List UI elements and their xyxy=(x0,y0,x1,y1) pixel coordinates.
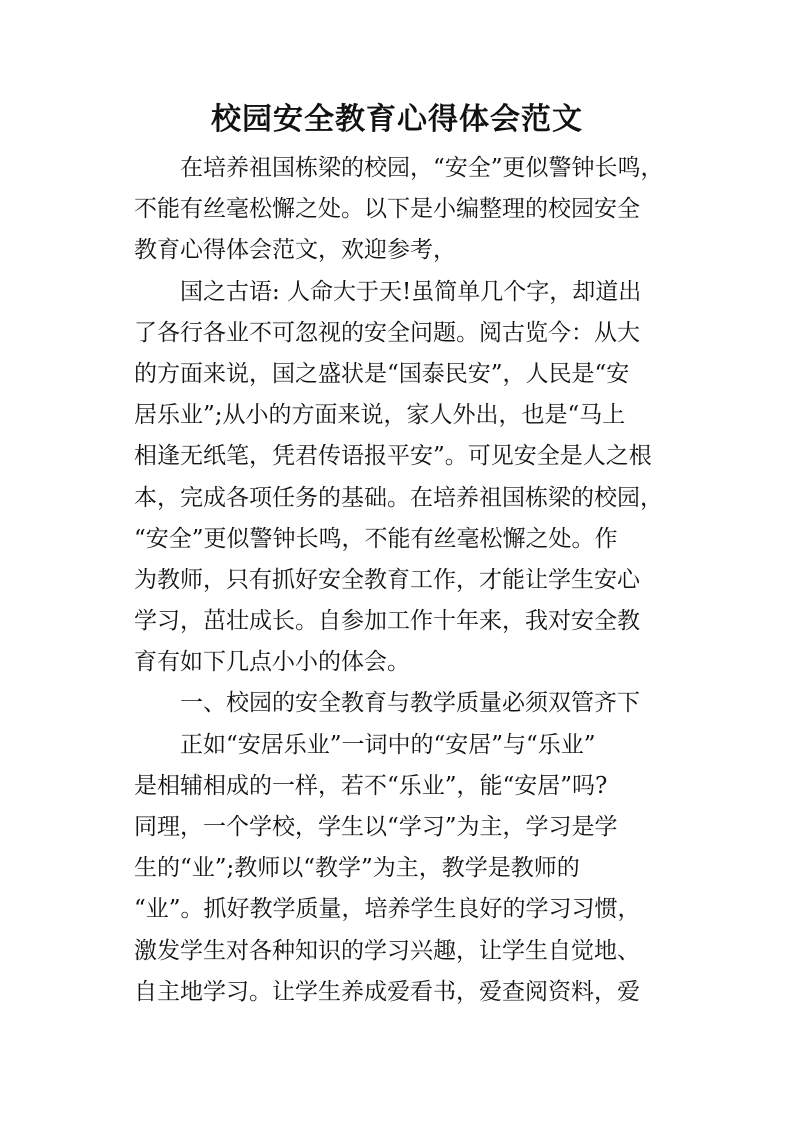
text-line: 一、校园的安全教育与教学质量必须双管齐下 xyxy=(180,690,640,717)
text-line: 本，完成各项任务的基础。在培养祖国栋梁的校园， xyxy=(134,484,663,511)
text-line: 育有如下几点小小的体会。 xyxy=(134,649,410,676)
paragraph-section-one xyxy=(134,725,674,1013)
text-line: 教育心得体会范文，欢迎参考， xyxy=(134,237,456,264)
text-line: 正如“安居乐业”一词中的“安居”与“乐业” xyxy=(180,731,596,758)
text-line: 在培养祖国栋梁的校园，“安全”更似警钟长鸣， xyxy=(180,155,664,181)
section-heading xyxy=(134,683,674,724)
text-line: 是相辅相成的一样，若不“乐业”，能“安居”吗? xyxy=(134,772,608,799)
text-line: “业”。抓好教学质量，培养学生良好的学习习惯， xyxy=(134,896,641,923)
text-line: 不能有丝毫松懈之处。以下是小编整理的校园安全 xyxy=(134,196,640,223)
text-line: 为教师，只有抓好安全教育工作，才能让学生安心 xyxy=(134,566,640,593)
text-line: 激发学生对各种知识的学习兴趣，让学生自觉地、 xyxy=(134,937,640,964)
text-line: 的方面来说，国之盛状是“国泰民安”，人民是“安 xyxy=(134,360,630,387)
text-line: 学习，茁壮成长。自参加工作十年来，我对安全教 xyxy=(134,608,640,635)
text-line: 生的“业”;教师以“教学”为主，教学是教师的 xyxy=(134,855,580,882)
text-line: 了各行各业不可忽视的安全问题。阅古览今：从大 xyxy=(134,319,640,346)
document-body xyxy=(134,148,674,1013)
text-line: 居乐业”;从小的方面来说，家人外出，也是“马上 xyxy=(134,402,626,429)
document-title: 校园安全教育心得体会范文 xyxy=(211,102,583,137)
text-line: 同理，一个学校，学生以“学习”为主，学习是学 xyxy=(134,814,618,840)
text-line: 自主地学习。让学生养成爱看书，爱查阅资料，爱 xyxy=(134,978,640,1005)
text-line: 国之古语: 人命大于天!虽简单几个字，却道出 xyxy=(180,278,642,305)
paragraph-intro xyxy=(134,148,674,272)
text-line: “安全”更似警钟长鸣，不能有丝毫松懈之处。作 xyxy=(134,525,618,552)
text-line: 相逢无纸笔，凭君传语报平安”。可见安全是人之根 xyxy=(134,443,652,470)
paragraph-ancient-saying xyxy=(134,272,674,684)
